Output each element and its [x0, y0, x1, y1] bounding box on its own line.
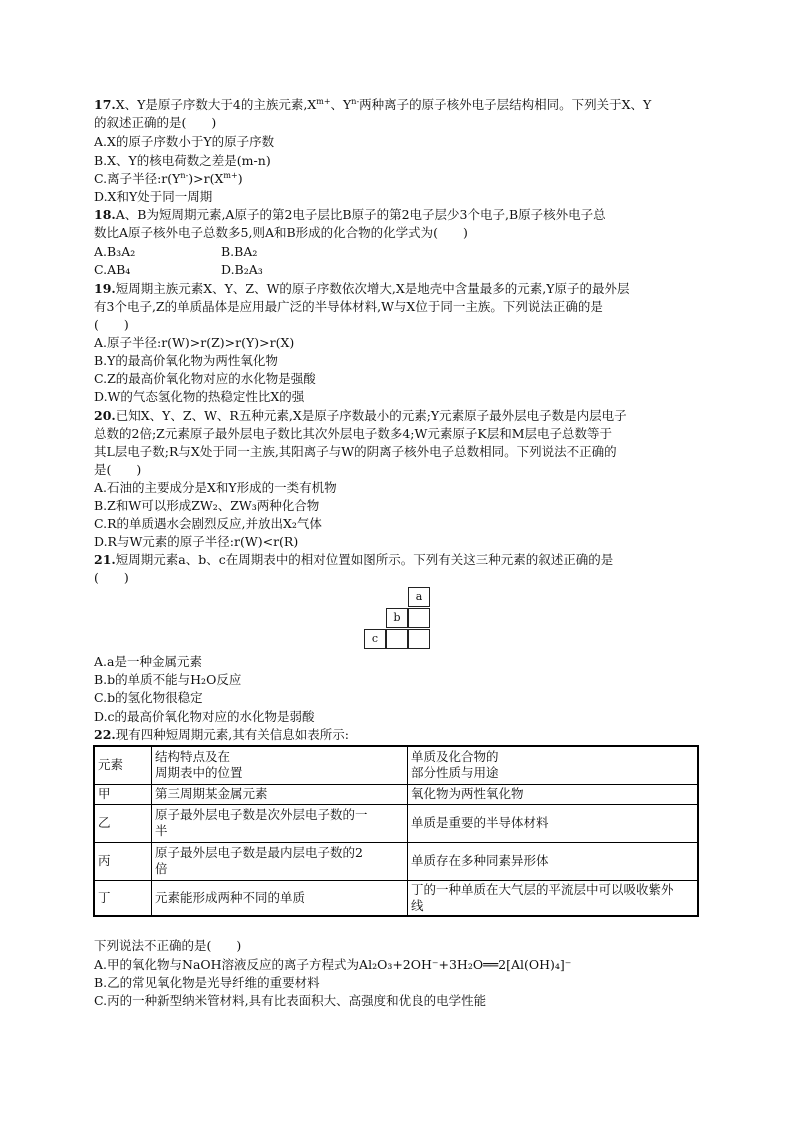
element-name-cell: 丙: [94, 842, 152, 880]
element-name-cell: 乙: [94, 804, 152, 842]
structure-cell: 元素能形成两种不同的单质: [152, 880, 408, 916]
table-row: [94, 784, 698, 804]
element-name-cell: 丁: [94, 880, 152, 916]
q20-option-a: A.石油的主要成分是X和Y形成的一类有机物: [94, 480, 337, 495]
q20-option-b: B.Z和W可以形成ZW₂、ZW₃两种化合物: [94, 498, 320, 513]
header-cell: 结构特点及在 周期表中的位置: [152, 746, 408, 784]
property-cell: 单质存在多种同素异形体: [408, 842, 699, 880]
q19-option-d: D.W的气态氢化物的热稳定性比X的强: [94, 389, 305, 404]
q18-option-c: C.AB₄: [94, 262, 131, 277]
structure-cell: 第三周期某金属元素: [152, 784, 408, 804]
q20-stem-line4: 是( ): [94, 462, 142, 477]
structure-cell: 原子最外层电子数是最内层电子数的2 倍: [152, 842, 408, 880]
pt-cell-empty: [408, 629, 430, 649]
q18-option-d: D.B₂A₃: [221, 262, 263, 277]
pt-cell-empty: [408, 608, 430, 628]
header-cell: 元素: [94, 746, 152, 784]
property-cell: 丁的一种单质在大气层的平流层中可以吸收紫外 线: [408, 880, 699, 916]
q17-number: 17.: [94, 97, 116, 112]
pt-cell-c: c: [364, 629, 386, 649]
q19-stem-line2: 有3个电子,Z的单质晶体是应用最广泛的半导体材料,W与X位于同一主族。下列说法正确的是: [94, 299, 603, 314]
q22-number: 22.: [94, 727, 116, 742]
q20-stem-line2: 总数的2倍;Z元素原子最外层电子数比其次外层电子数多4;W元素原子K层和M层电子总数等于: [94, 426, 613, 441]
q19-number: 19.: [94, 281, 116, 296]
q18-stem-line2: 数比A原子核外电子总数多5,则A和B形成的化合物的化学式为( ): [94, 225, 468, 240]
table-row: [94, 804, 698, 842]
q19-option-c: C.Z的最高价氧化物对应的水化物是强酸: [94, 371, 316, 386]
q17-option-c: C.离子半径$:r(Y^{n-})>r(X^{m+})$: [94, 170, 243, 186]
element-info-table: [93, 745, 699, 917]
q22-option-b: B.乙的常见氧化物是光导纤维的重要材料: [94, 975, 320, 990]
pt-cell-b: b: [386, 608, 408, 628]
q19-stem-line1: 19.短周期主族元素X、Y、Z、W的原子序数依次增大,X是地壳中含量最多的元素,Y原子的最外层: [94, 281, 630, 296]
table-header-row: [94, 746, 698, 784]
q17-option-d: D.X和Y处于同一周期: [94, 189, 213, 204]
q18-option-a: A.B₃A₂: [94, 244, 136, 259]
q20-option-c: C.R的单质遇水会剧烈反应,并放出X₂气体: [94, 516, 322, 531]
q19-option-b: B.Y的最高价氧化物为两性氧化物: [94, 353, 278, 368]
periodic-table-figure: [364, 587, 430, 651]
q21-option-a: A.a是一种金属元素: [94, 654, 202, 669]
element-name-cell: 甲: [94, 784, 152, 804]
q17-stem-line2: 的叙述正确的是( ): [94, 115, 217, 130]
pt-cell-empty: [386, 629, 408, 649]
q20-stem-line1: 20.已知X、Y、Z、W、R五种元素,X是原子序数最小的元素;Y元素原子最外层电子数是内层电子: [94, 408, 627, 423]
table-row: [94, 842, 698, 880]
q18-option-b: B.BA₂: [221, 244, 258, 259]
q20-number: 20.: [94, 408, 116, 423]
q21-stem-line1: 21.短周期元素a、b、c在周期表中的相对位置如图所示。下列有关这三种元素的叙述正确的是: [94, 552, 614, 567]
q21-option-c: C.b的氢化物很稳定: [94, 690, 203, 705]
pt-cell-a: a: [408, 587, 430, 607]
q17-option-a: A.X的原子序数小于Y的原子序数: [94, 134, 275, 149]
q22-prompt: 下列说法不正确的是( ): [94, 938, 242, 953]
q20-option-d: D.R与W元素的原子半径:r(W)<r(R): [94, 534, 299, 549]
property-cell: 氧化物为两性氧化物: [408, 784, 699, 804]
q21-option-b: B.b的单质不能与H₂O反应: [94, 672, 242, 687]
table-row: [94, 880, 698, 916]
header-cell: 单质及化合物的 部分性质与用途: [408, 746, 699, 784]
q21-option-d: D.c的最高价氧化物对应的水化物是弱酸: [94, 709, 315, 724]
q22-stem: 22.现有四种短周期元素,其有关信息如表所示:: [94, 727, 349, 742]
q18-number: 18.: [94, 207, 116, 222]
q21-number: 21.: [94, 552, 116, 567]
structure-cell: 原子最外层电子数是次外层电子数的一 半: [152, 804, 408, 842]
q22-option-a: A.甲的氧化物与NaOH溶液反应的离子方程式为Al₂O₃+2OH⁻+3H₂O══2[Al(OH)₄]⁻: [94, 957, 572, 972]
q22-option-c: C.丙的一种新型纳米管材料,具有比表面积大、高强度和优良的电学性能: [94, 993, 487, 1008]
q19-option-a: A.原子半径:r(W)>r(Z)>r(Y)>r(X): [94, 335, 295, 350]
q17-option-b: B.X、Y的核电荷数之差是(m-n): [94, 153, 271, 168]
q19-stem-line3: ( ): [94, 317, 129, 332]
q18-stem-line1: 18.A、B为短周期元素,A原子的第2电子层比B原子的第2电子层少3个电子,B原子核外电子总: [94, 207, 606, 222]
q21-stem-line2: ( ): [94, 570, 129, 585]
property-cell: 单质是重要的半导体材料: [408, 804, 699, 842]
q20-stem-line3: 其L层电子数;R与X处于同一主族,其阳离子与W的阴离子核外电子总数相同。下列说法不正确的: [94, 444, 617, 459]
q17-stem-line1: 17.X、Y是原子序数大于4的主族元素$,X^{m+}$、$Y^{n-}$两种离子的原子核外电子层结构相同。下列关于X、Y: [94, 96, 652, 112]
